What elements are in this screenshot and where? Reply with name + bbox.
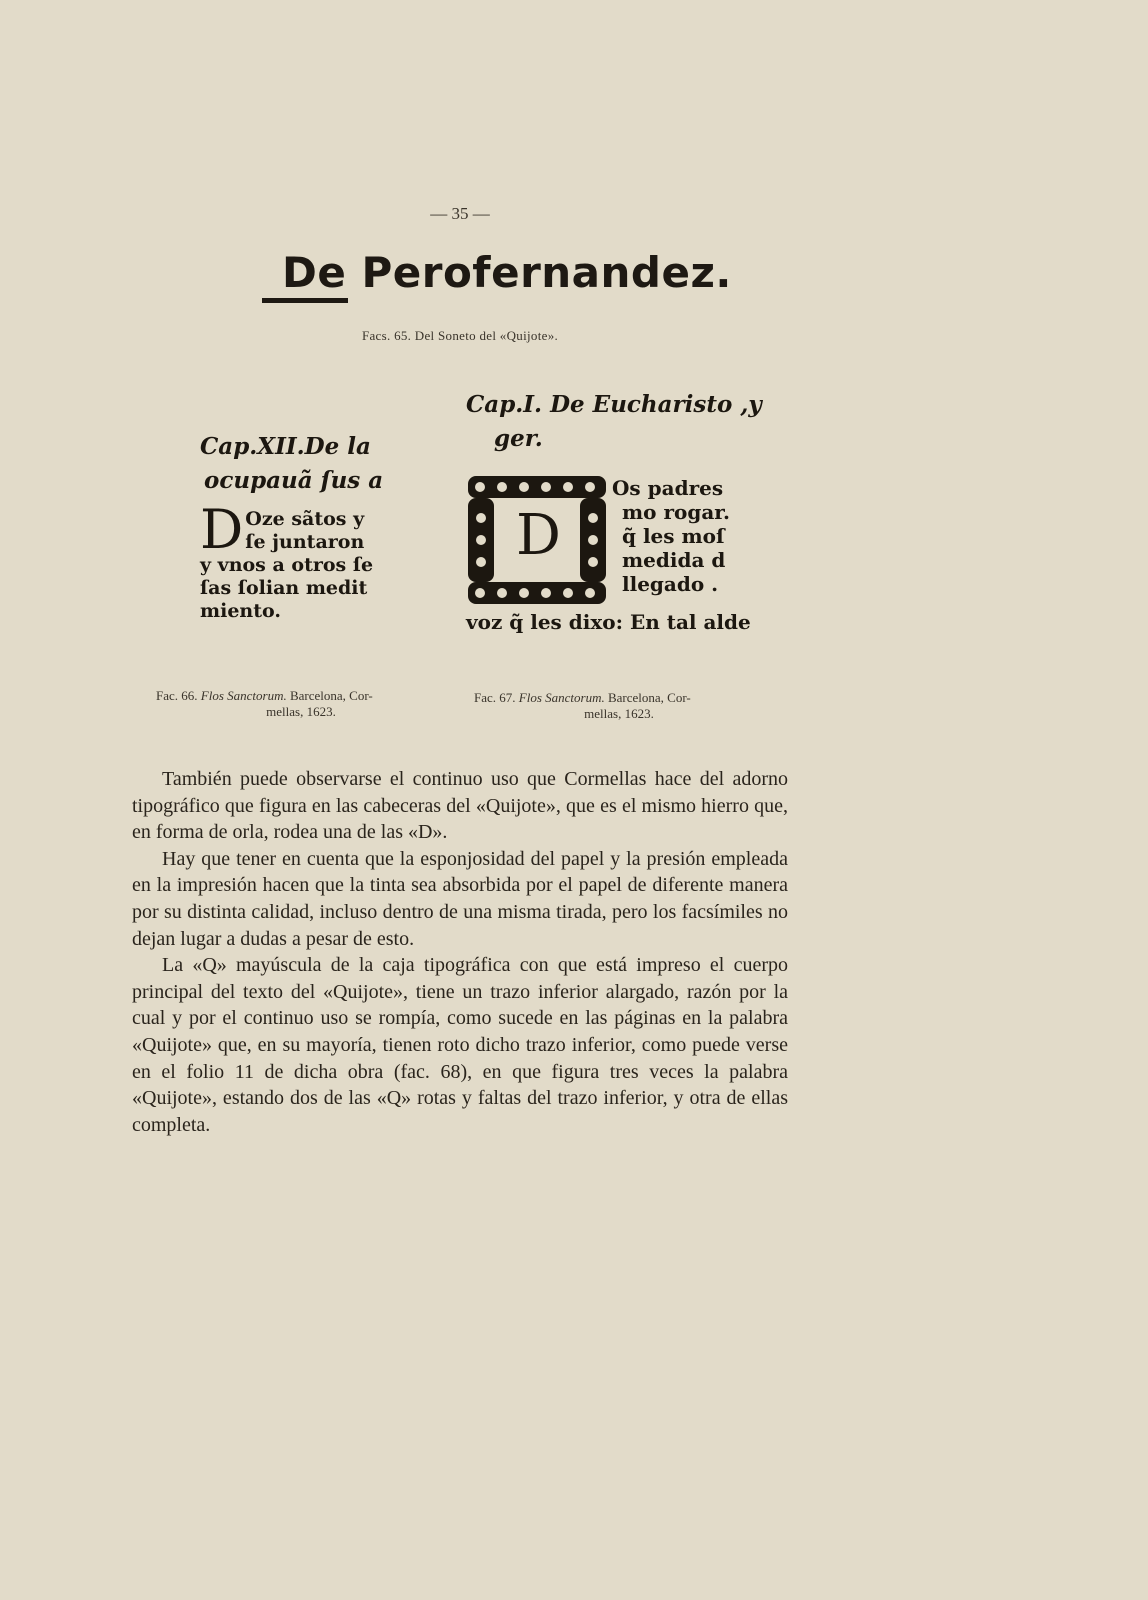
facsimile-67-dropcap: D [516, 503, 561, 568]
facsimile-66-dropcap: D [200, 498, 244, 561]
facsimile-67-line: mo rogar. [622, 500, 730, 524]
caption-67-rest: Barcelona, Cor- [607, 690, 691, 705]
caption-66-rest: Barcelona, Cor- [289, 688, 373, 703]
caption-66-line-2: mellas, 1623. [266, 704, 336, 719]
facsimile-67 [466, 388, 762, 648]
ornament-border-icon [466, 474, 608, 606]
facsimile-66-line: ſe juntaron [245, 531, 365, 553]
facsimile-65-underline [262, 298, 348, 303]
facsimile-67-heading-1: Cap.I. De Eucharisto ,y [466, 391, 762, 418]
facsimile-66-line: ſas ſolian medit [200, 577, 368, 599]
facsimile-67-right-column [612, 476, 730, 596]
caption-67-line-2: mellas, 1623. [584, 706, 654, 721]
facsimile-66-line: y vnos a otros ſe [200, 554, 374, 576]
caption-67 [474, 690, 764, 722]
facsimile-67-line: Os padres [612, 476, 724, 500]
facsimile-65-text: De Perofernandez. [282, 248, 732, 297]
facsimile-67-heading-2: ger. [494, 425, 543, 452]
caption-67-prefix: Fac. 67. [474, 690, 516, 705]
caption-67-title: Flos Sanctorum. [518, 690, 605, 705]
facsimile-66-heading-1: Cap.XII.De la [200, 433, 371, 460]
paragraph: La «Q» mayúscula de la caja tipográfica con que está impreso el cuerpo principal del texto del «Quijote», tiene un trazo inferior alargado, razón por la cual y por el continuo uso se rompía, como sucede en las páginas en la palabra «Quijote» que, en su mayoría, tienen roto dicho trazo inferior, como puede verse en el folio 11 de dicha obra (fac. 68), en que figura tres veces la palabra «Quijote», estando dos de las «Q» rotas y faltas del trazo inferior, y otra de ellas completa. [132, 954, 788, 1136]
facsimile-67-line: medida d [622, 548, 726, 572]
caption-66-title: Flos Sanctorum. [200, 688, 287, 703]
caption-66-prefix: Fac. 66. [156, 688, 198, 703]
facsimile-66-line: Oze sãtos y [245, 508, 365, 530]
facsimile-66-heading-2: ocupauã ſus a [204, 467, 384, 494]
paragraph: Hay que tener en cuenta que la esponjosidad del papel y la presión empleada en la impresión hacen que la tinta sea absorbida por el papel de diferente manera por su distinta calidad, incluso dentro de una misma tirada, pero los facsímiles no dejan lugar a dudas a pesar de esto. [132, 847, 788, 950]
caption-66 [156, 688, 446, 720]
page-number: — 35 — [430, 204, 490, 223]
facsimile-67-line: llegado . [622, 572, 719, 596]
facsimile-65 [262, 248, 732, 308]
facsimile-67-line: q̃ les moſ [622, 524, 725, 548]
caption-65: Facs. 65. Del Soneto del «Quijote». [361, 328, 559, 343]
body-text [132, 766, 788, 1138]
paragraph: También puede observarse el continuo uso que Cormellas hace del adorno tipográfico que figura en las cabeceras del «Quijote», que es el mismo hierro que, en forma de orla, rodea una de las «D». [132, 768, 788, 844]
facsimile-67-bottom-line: voz q̃ les dixo: En tal alde [466, 610, 751, 634]
facsimile-66 [200, 430, 384, 660]
facsimile-66-line: miento. [200, 600, 281, 622]
